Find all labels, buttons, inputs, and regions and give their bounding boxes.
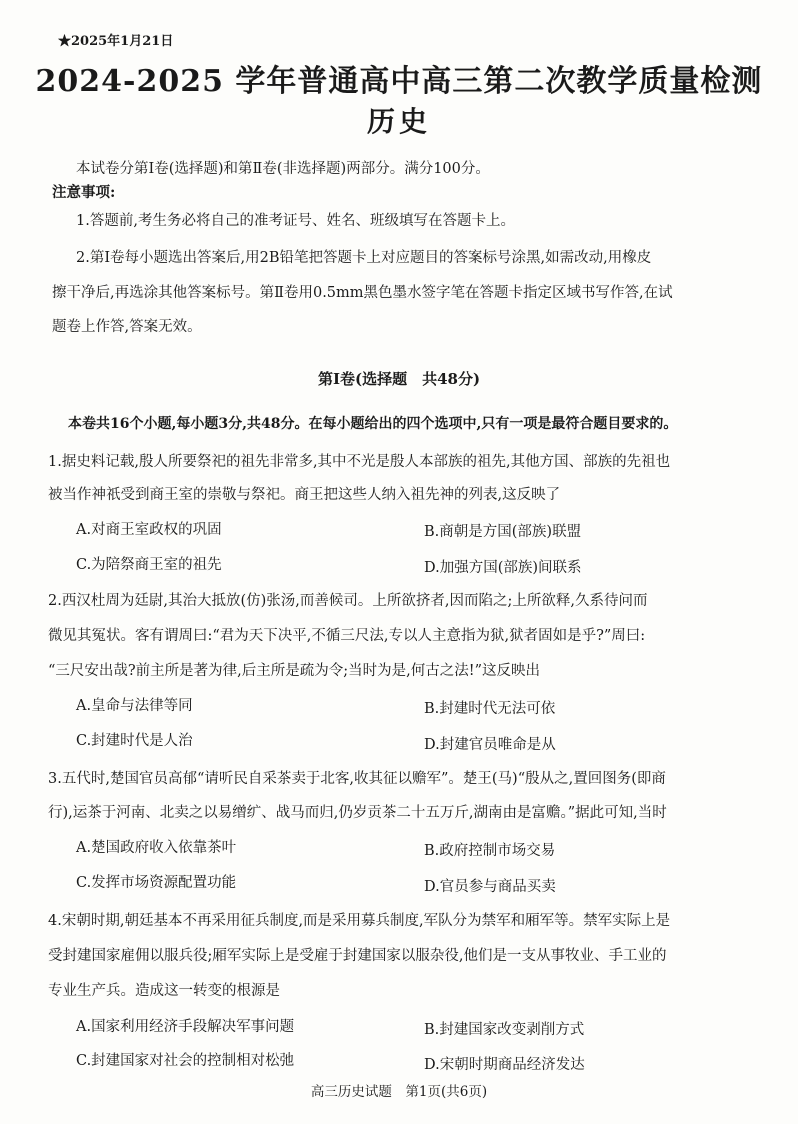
question-3-line-2: 行),运茶于河南、北卖之以易缯纩、战马而归,仍岁贡茶二十五万斤,湖南由是富赡。”据此可知,当时 bbox=[48, 805, 667, 821]
notice-heading: 注意事项: bbox=[52, 184, 116, 201]
question-1-line-1: 1.据史料记载,殷人所要祭祀的祖先非常多,其中不光是殷人本部族的祖先,其他方国、部族的先祖也 bbox=[48, 454, 671, 470]
question-2-option-c[interactable]: C.封建时代是人治 bbox=[76, 733, 193, 749]
notice-item-1: 1.答题前,考生务必将自己的准考证号、姓名、班级填写在答题卡上。 bbox=[76, 213, 515, 229]
question-1-option-b[interactable]: B.商朝是方国(部族)联盟 bbox=[424, 524, 582, 540]
question-2-option-a[interactable]: A.皇命与法律等同 bbox=[76, 698, 193, 714]
question-2-option-d[interactable]: D.封建官员唯命是从 bbox=[424, 737, 556, 753]
question-4-option-b[interactable]: B.封建国家改变剥削方式 bbox=[424, 1022, 585, 1038]
question-3-option-c[interactable]: C.发挥市场资源配置功能 bbox=[76, 875, 237, 891]
question-1-option-a[interactable]: A.对商王室政权的巩固 bbox=[76, 522, 222, 538]
question-2-line-1: 2.西汉杜周为廷尉,其治大抵放(仿)张汤,而善候司。上所欲挤者,因而陷之;上所欲释,久系待问而 bbox=[48, 593, 648, 609]
question-2-line-3: “三尺安出哉?前主所是著为律,后主所是疏为令;当时为是,何古之法!”这反映出 bbox=[48, 663, 541, 679]
question-3-option-d[interactable]: D.官员参与商品买卖 bbox=[424, 879, 556, 895]
question-1-option-c[interactable]: C.为陪祭商王室的祖先 bbox=[76, 557, 222, 573]
page-footer: 高三历史试题 第1页(共6页) bbox=[310, 1084, 488, 1100]
notice-item-2-line-3: 题卷上作答,答案无效。 bbox=[52, 319, 202, 335]
question-2-line-2: 微见其冤状。客有谓周曰:“君为天下决平,不循三尺法,专以人主意指为狱,狱者固如是乎?”周曰: bbox=[48, 628, 646, 644]
exam-title: 2024-2025 学年普通高中高三第二次教学质量检测 bbox=[35, 64, 763, 99]
question-4-line-2: 受封建国家雇佣以服兵役;厢军实际上是受雇于封建国家以服杂役,他们是一支从事牧业、手工业的 bbox=[48, 948, 667, 964]
exam-subject: 历史 bbox=[366, 105, 431, 138]
section-title: 第Ⅰ卷(选择题 共48分) bbox=[317, 370, 481, 388]
question-3-line-1: 3.五代时,楚国官员高郁“请听民自采茶卖于北客,收其征以赡军”。楚王(马)“殷从之,置回图务(即商 bbox=[48, 771, 666, 787]
notice-item-2-line-1: 2.第Ⅰ卷每小题选出答案后,用2B铅笔把答题卡上对应题目的答案标号涂黑,如需改动,用橡皮 bbox=[76, 250, 652, 266]
question-2-option-b[interactable]: B.封建时代无法可依 bbox=[424, 701, 556, 717]
question-4-option-c[interactable]: C.封建国家对社会的控制相对松弛 bbox=[76, 1053, 295, 1069]
question-4-option-a[interactable]: A.国家利用经济手段解决军事问题 bbox=[76, 1019, 295, 1035]
exam-intro: 本试卷分第Ⅰ卷(选择题)和第Ⅱ卷(非选择题)两部分。满分100分。 bbox=[76, 161, 490, 177]
question-3-option-a[interactable]: A.楚国政府收入依靠茶叶 bbox=[76, 840, 237, 856]
question-4-line-1: 4.宋朝时期,朝廷基本不再采用征兵制度,而是采用募兵制度,军队分为禁军和厢军等。禁军实际上是 bbox=[48, 913, 671, 929]
question-3-option-b[interactable]: B.政府控制市场交易 bbox=[424, 843, 556, 859]
question-1-line-2: 被当作神祇受到商王室的崇敬与祭祀。商王把这些人纳入祖先神的列表,这反映了 bbox=[48, 487, 561, 503]
exam-date: ★2025年1月21日 bbox=[58, 34, 174, 49]
question-1-option-d[interactable]: D.加强方国(部族)间联系 bbox=[424, 560, 582, 576]
section-instruction: 本卷共16个小题,每小题3分,共48分。在每小题给出的四个选项中,只有一项是最符合题目要求的。 bbox=[68, 416, 678, 432]
question-4-option-d[interactable]: D.宋朝时期商品经济发达 bbox=[424, 1057, 585, 1073]
notice-item-2-line-2: 擦干净后,再选涂其他答案标号。第Ⅱ卷用0.5mm黑色墨水签字笔在答题卡指定区域书写作答,在试 bbox=[52, 285, 673, 301]
question-4-line-3: 专业生产兵。造成这一转变的根源是 bbox=[48, 983, 280, 999]
